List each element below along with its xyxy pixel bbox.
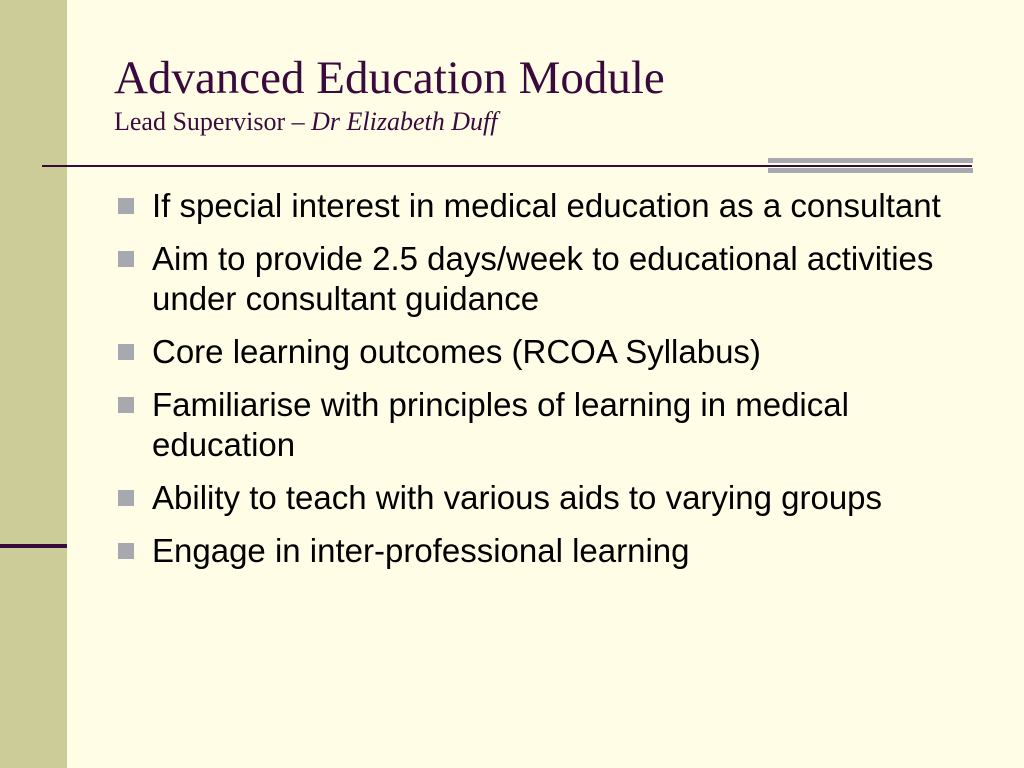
bullet-list — [116, 186, 956, 584]
bullet-text: Ability to teach with various aids to varying groups — [152, 479, 883, 516]
slide-title: Advanced Education Module — [114, 52, 665, 104]
bullet-item — [116, 531, 956, 571]
slide-subtitle — [114, 106, 665, 138]
decorative-bar — [768, 158, 973, 163]
bullet-item — [116, 239, 956, 319]
subtitle-prefix: Lead Supervisor – — [114, 107, 312, 136]
title-block — [114, 52, 665, 138]
bullet-text: If special interest in medical education as a consultant — [152, 187, 941, 224]
bullet-text: Core learning outcomes (RCOA Syllabus) — [152, 333, 761, 370]
bullet-item — [116, 385, 956, 465]
side-accent-line — [0, 544, 67, 548]
decorative-bar — [768, 168, 973, 173]
subtitle-name: Dr Elizabeth Duff — [311, 107, 498, 136]
bullet-text: Engage in inter-professional learning — [152, 532, 690, 569]
bullet-text: Familiarise with principles of learning in medical education — [152, 386, 849, 463]
decorative-bars — [768, 158, 973, 178]
square-bullet-icon — [118, 344, 134, 360]
bullet-item — [116, 478, 956, 518]
bullet-item — [116, 186, 956, 226]
bullet-text: Aim to provide 2.5 days/week to educational activities under consultant guidance — [152, 240, 934, 317]
square-bullet-icon — [118, 543, 134, 559]
square-bullet-icon — [118, 490, 134, 506]
square-bullet-icon — [118, 397, 134, 413]
square-bullet-icon — [118, 251, 134, 267]
square-bullet-icon — [118, 198, 134, 214]
bullet-item — [116, 332, 956, 372]
side-band-decoration — [0, 0, 67, 768]
